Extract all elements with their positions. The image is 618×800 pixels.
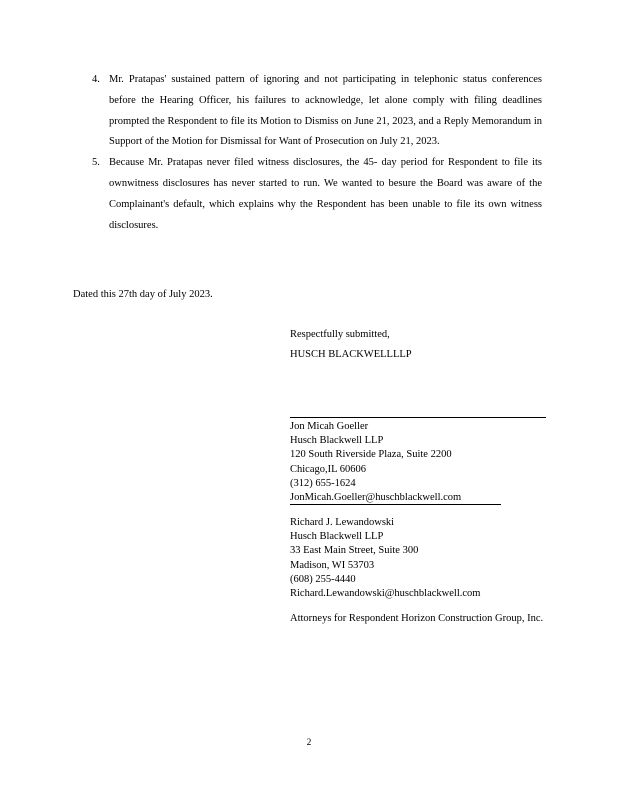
- numbered-list: [92, 70, 542, 236]
- attorney-address: 33 East Main Street, Suite 300: [290, 545, 419, 557]
- attorney-phone: (312) 655-1624: [290, 477, 356, 489]
- list-item: [92, 70, 542, 153]
- firm-name: HUSCH BLACKWELLLLP: [290, 349, 412, 361]
- attorney-phone: (608) 255-4440: [290, 573, 356, 585]
- signature-line: [290, 417, 546, 418]
- attorney-firm: Husch Blackwell LLP: [290, 531, 384, 543]
- list-item: [92, 153, 542, 236]
- closing-text: Respectfully submitted,: [290, 329, 390, 340]
- attorney-name: Richard J. Lewandowski: [290, 517, 395, 528]
- item-number: 4.: [92, 74, 100, 85]
- attorney-email-link[interactable]: Richard.Lewandowski@huschblackwell.com: [290, 588, 481, 600]
- page-number: 2: [306, 738, 312, 748]
- attorney-city: Chicago,IL 60606: [290, 463, 367, 475]
- attorney-firm: Husch Blackwell LLP: [290, 435, 384, 447]
- attorney-name: Jon Micah Goeller: [290, 421, 369, 432]
- item-text: Mr. Pratapas' sustained pattern of ignoring and not participating in telephonic status conferences before the Hearing Officer, his failures to acknowledge, let alone comply with filing deadlines prompted the Respondent to file its Motion to Dismiss on June 21, 2023, and a Reply Memorandum in Support of the Motion for Dismissal for Want of Prosecution on July 21, 2023.: [109, 74, 542, 148]
- dated-line: Dated this 27th day of July 2023.: [73, 289, 213, 300]
- signature-block: [290, 328, 546, 362]
- item-text: Because Mr. Pratapas never filed witness disclosures, the 45- day period for Respondent to file its ownwitness disclosures has never started to run. We wanted to besure the Board was aware of the Complainant's default, which explains why the Respondent has been unable to file its own witness disclosures.: [109, 157, 542, 231]
- attorney-block-goeller: [290, 420, 546, 505]
- attorneys-for-text: Attorneys for Respondent Horizon Construction Group, Inc.: [290, 613, 544, 624]
- attorney-address: 120 South Riverside Plaza, Suite 2200: [290, 449, 452, 461]
- item-number: 5.: [92, 157, 100, 169]
- attorney-email-link[interactable]: JonMicah.Goeller@huschblackwell.com: [290, 492, 501, 505]
- attorney-city: Madison, WI 53703: [290, 559, 375, 571]
- attorney-block-lewandowski: [290, 516, 546, 601]
